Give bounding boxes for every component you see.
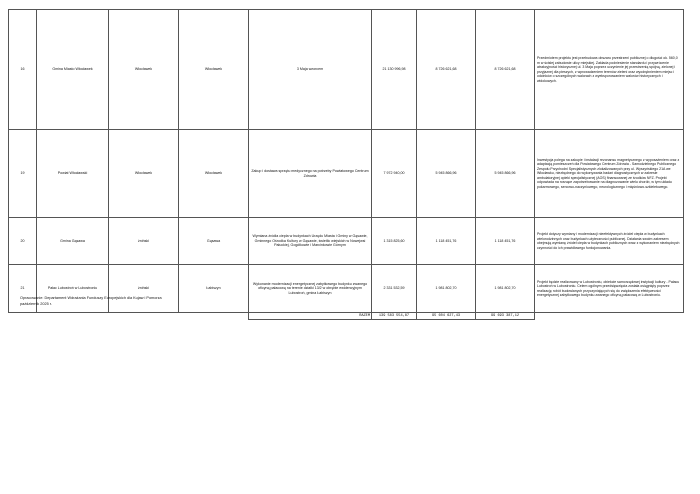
grant-cell: 1 981 802,70 xyxy=(476,265,535,313)
description-cell: Projekt dotyczy wymiany i modernizacji nieefektywnych źródeł ciepła w budynkach wielorodzinnych oraz budynkach użyteczności publicznej. Działania swoim zakresem obejmują wymianę źródeł ciepła w budynkach publicznych wraz z wykonaniem niezbędnych czynności do ich prawidłowego funkcjonowania. xyxy=(535,218,684,265)
totals-label: RAZEM xyxy=(249,313,372,320)
beneficiary-cell: Powiat Włocławski xyxy=(37,130,109,218)
total-value-cell: 7 972 940,00 xyxy=(372,130,417,218)
project-title-cell: 3 Maja wzorcem xyxy=(249,10,372,130)
description-cell: Inwestycja polega na zakupie i instalacji rezonansu magnetycznego z wyposażeniem oraz z adaptacją pomieszczeń dla Powiatowego Centrum Zdrowia - Samodzielnego Publicznego Zespołu Przychodni Specjalistycznych zlokalizowanych przy ul. Wyszyńskiego 21A we Włocławku, niezbędnego do wykonywania badań diagnostycznych w zakresie ambulatoryjnej opieki specjalistycznej (AOS) finansowanej ze środków NFZ. Projekt odpowiada na rosnące zapotrzebowanie na diagnozowanie wielu chorób, w tym układu pokarmowego, sercowo-naczyniowego, neurologicznego i mięśniowo-szkieletowego. xyxy=(535,130,684,218)
totals-total-value: 139 583 554,87 xyxy=(372,313,417,320)
county-cell: żniński xyxy=(109,218,179,265)
description-cell: Przedmiotem projektu jest przebudowa obszaru przestrzeni publicznej o długości ok. 560,0 m w ścisłej zabudowie ulicy miejskiej. Zakłada podniesienie standardu i przywrócenie atrakcyjności historycznej ul. 3 Maja poprzez uczynienie jej przestrzenią spójną, zielonej i przyjaznej dla pieszych, z wprowadzeniem terenów zieleni oraz wyodrębnieniem miejsc i odcinków o szczególnych walorach z wyeksponowaniem walorów historycznych i widokowych. xyxy=(535,10,684,130)
commune-cell: Łabiszyn xyxy=(179,265,249,313)
beneficiary-cell: Gmina Miasto Włocławek xyxy=(37,10,109,130)
row-number: 19 xyxy=(9,130,37,218)
project-title-cell: Wykonanie modernizacji energetycznej zabytkowego budynku zwanego oficyną pałacową na terenie działki 13/2 w obrębie ewidencyjnym Lubostroń, gmina Łabiszyn xyxy=(249,265,372,313)
eligible-cost-cell: 5 945 866,96 xyxy=(417,130,476,218)
totals-spacer xyxy=(9,313,249,320)
commune-cell: Włocławek xyxy=(179,130,249,218)
eligible-cost-cell: 1 118 451,76 xyxy=(417,218,476,265)
eligible-cost-cell: 8 726 621,68 xyxy=(417,10,476,130)
projects-table xyxy=(8,9,684,320)
row-number: 16 xyxy=(9,10,37,130)
totals-eligible-cost: 95 604 627,43 xyxy=(417,313,476,320)
document-footer xyxy=(20,296,162,307)
project-title-cell: Zakup i dostawa sprzętu medycznego na potrzeby Powiatowego Centrum Zdrowia xyxy=(249,130,372,218)
grant-cell: 5 945 866,96 xyxy=(476,130,535,218)
total-value-cell: 1 315 825,60 xyxy=(372,218,417,265)
county-cell: Włocławek xyxy=(109,130,179,218)
beneficiary-cell: Gmina Gąsawa xyxy=(37,218,109,265)
grant-cell: 8 726 621,68 xyxy=(476,10,535,130)
totals-grant: 99 693 387,12 xyxy=(476,313,535,320)
description-cell: Projekt będzie realizowany w Lubostroniu, obiekcie samorządowej instytucji kultury - Pałacu Lubostroń w Lubostroniu. Celem ogólnym przedsięwzięcia została osiągnięty poprzez realizację robót budowlanych przyczyniających się do zwiększenia efektywności energetycznej zabytkowego budynku zwanego oficyną pałacową w Lubostroniu. xyxy=(535,265,684,313)
table-row xyxy=(9,10,684,130)
table-row xyxy=(9,218,684,265)
totals-row xyxy=(9,313,684,320)
row-number: 20 xyxy=(9,218,37,265)
footer-date: październik 2025 r. xyxy=(20,301,52,306)
eligible-cost-cell: 1 981 802,70 xyxy=(417,265,476,313)
county-cell: Włocławek xyxy=(109,10,179,130)
commune-cell: Włocławek xyxy=(179,10,249,130)
county-cell: żniński xyxy=(109,265,179,313)
row-number: 21 xyxy=(9,265,37,313)
commune-cell: Gąsawa xyxy=(179,218,249,265)
totals-spacer-right xyxy=(535,313,684,320)
total-value-cell: 2 331 532,59 xyxy=(372,265,417,313)
beneficiary-cell: Pałac Lubostroń w Lubostroniu xyxy=(37,265,109,313)
projects-table-body xyxy=(9,10,684,320)
grant-cell: 1 118 451,76 xyxy=(476,218,535,265)
total-value-cell: 21 130 996,98 xyxy=(372,10,417,130)
table-row xyxy=(9,130,684,218)
project-title-cell: Wymiana źródła ciepła w budynkach Urzędu Miasta i Gminy w Gąsawie, Gminnego Ośrodka Kultury w Gąsawie, świetlic wiejskich w Nowejwsi Pałuckiej, Gogółkowie i Marcinkowie Górnym xyxy=(249,218,372,265)
footer-source: Opracowanie: Departament Wdrażania Funduszy Europejskich dla Kujaw i Pomorza xyxy=(20,296,162,300)
